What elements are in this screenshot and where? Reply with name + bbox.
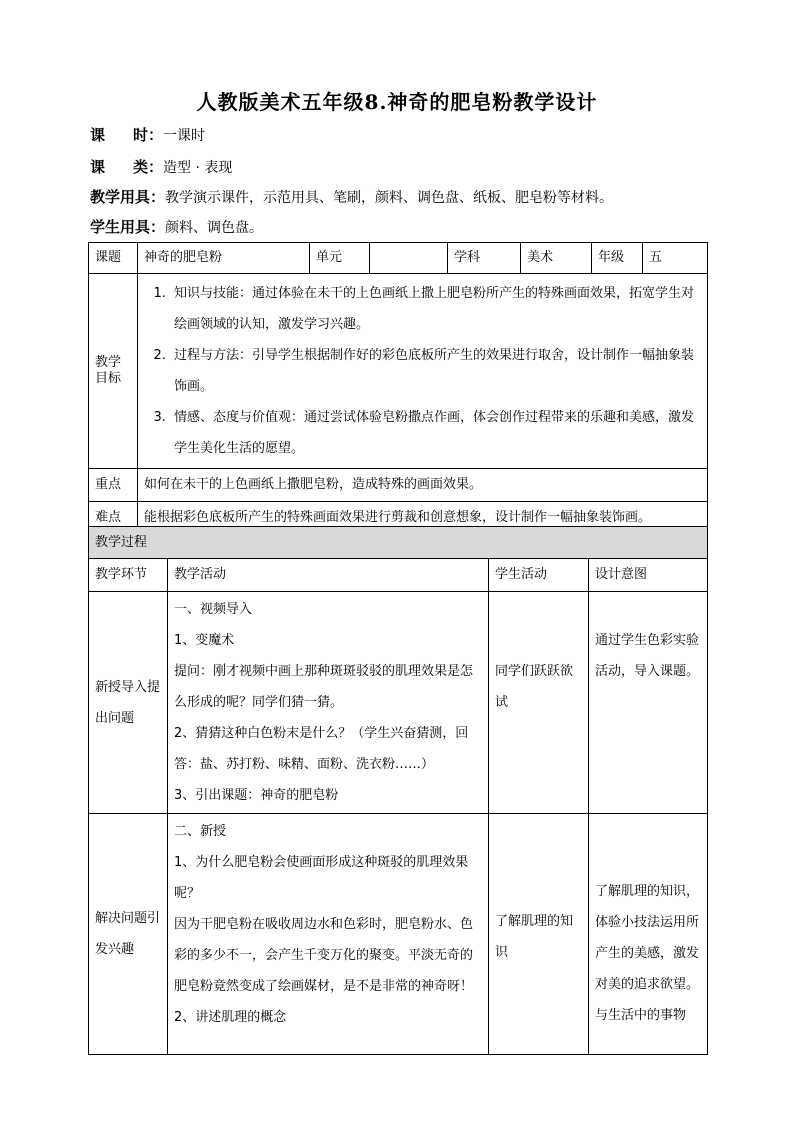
grade-value: 五 — [643, 243, 708, 274]
key-point-row — [89, 469, 708, 502]
goal-item: 2. 过程与方法：引导学生根据制作好的彩色底板所产生的效果进行取舍，设计制作一幅抽象装饰画。 — [170, 340, 701, 402]
intent-cell: 通过学生色彩实验活动，导入课题。 — [589, 592, 708, 814]
activity-line: 3、引出课题：神奇的肥皂粉 — [174, 788, 339, 803]
goal-item: 1. 知识与技能：通过体验在未干的上色画纸上撒上肥皂粉所产生的特殊画面效果，拓宽学生对绘画领域的认知，激发学习兴趣。 — [170, 278, 701, 340]
subject-value: 美术 — [521, 243, 592, 274]
activity-line: 提问：刚才视频中画上那种斑斑驳驳的肌理效果是怎么形成的呢？同学们猜一猜。 — [174, 664, 474, 710]
stage-cell: 解决问题引发兴趣 — [89, 814, 168, 1055]
process-header-row — [89, 559, 708, 592]
goals-label: 教学目标 — [89, 274, 138, 469]
intent-text: 了解肌理的知识，体验小技法运用所产生的美感，激发对美的追求欲望。 — [595, 884, 700, 992]
header-stage: 教学环节 — [89, 559, 168, 592]
activity-line: 二、新授 — [174, 824, 227, 839]
activity-line: 2、讲述肌理的概念 — [174, 1010, 287, 1025]
process-row — [89, 814, 708, 1055]
meta-class-type: 课 类：造型 · 表现 — [90, 158, 233, 176]
teaching-process-table — [88, 526, 708, 1055]
student-cell: 同学们跃跃欲试 — [489, 592, 589, 814]
subject-label: 学科 — [448, 243, 521, 274]
topic-value: 神奇的肥皂粉 — [138, 243, 310, 274]
header-activity: 教学活动 — [168, 559, 489, 592]
activity-line: 1、变魔术 — [174, 633, 235, 648]
meta-class-hours: 课 时：一课时 — [90, 126, 206, 144]
activity-line: 1、为什么肥皂粉会使画面形成这种斑驳的肌理效果呢？ — [174, 855, 469, 901]
key-point-text: 如何在未干的上色画纸上撒肥皂粉，造成特殊的画面效果。 — [138, 469, 708, 502]
process-heading-row — [89, 527, 708, 559]
key-point-label: 重点 — [89, 469, 138, 502]
unit-value — [370, 243, 448, 274]
process-row — [89, 592, 708, 814]
goals-content — [138, 274, 708, 469]
activity-line: 一、视频导入 — [174, 602, 253, 617]
page-title: 人教版美术五年级8.神奇的肥皂粉教学设计 — [196, 90, 598, 114]
goal-item: 3. 情感、态度与价值观：通过尝试体验皂粉撒点作画，体会创作过程带来的乐趣和美感，激发学生美化生活的愿望。 — [170, 402, 701, 464]
topic-label: 课题 — [89, 243, 138, 274]
activity-line: 2、猜猜这种白色粉末是什么？（学生兴奋猜测，回答：盐、苏打粉、味精、面粉、洗衣粉……） — [174, 726, 469, 772]
unit-label: 单元 — [310, 243, 370, 274]
process-heading: 教学过程 — [89, 527, 708, 559]
intent-text: 与生活中的事物 — [595, 1008, 687, 1023]
activity-cell — [168, 814, 489, 1055]
goals-row — [89, 274, 708, 469]
meta-teaching-tools: 教学用具：教学演示课件，示范用具、笔刷，颜料、调色盘、纸板、肥皂粉等材料。 — [90, 188, 614, 206]
header-student: 学生活动 — [489, 559, 589, 592]
student-cell: 了解肌理的知识 — [489, 814, 589, 1055]
grade-label: 年级 — [592, 243, 643, 274]
activity-line: 因为干肥皂粉在吸收周边水和色彩时，肥皂粉水、色彩的多少不一，会产生千变万化的聚变。平淡无奇的肥皂粉竟然变成了绘画媒材，是不是非常的神奇呀！ — [174, 917, 474, 994]
header-intent: 设计意图 — [589, 559, 708, 592]
meta-student-tools: 学生用具：颜料、调色盘。 — [90, 218, 264, 236]
activity-cell — [168, 592, 489, 814]
lesson-info-table — [88, 242, 708, 535]
stage-cell: 新授导入提出问题 — [89, 592, 168, 814]
difficult-point-text: 能根据彩色底板所产生的特殊画面效果进行剪裁和创意想象，设计制作一幅抽象装饰画。 — [138, 502, 708, 535]
difficult-point-label: 难点 — [89, 502, 138, 535]
intent-cell — [589, 814, 708, 1055]
info-row — [89, 243, 708, 274]
